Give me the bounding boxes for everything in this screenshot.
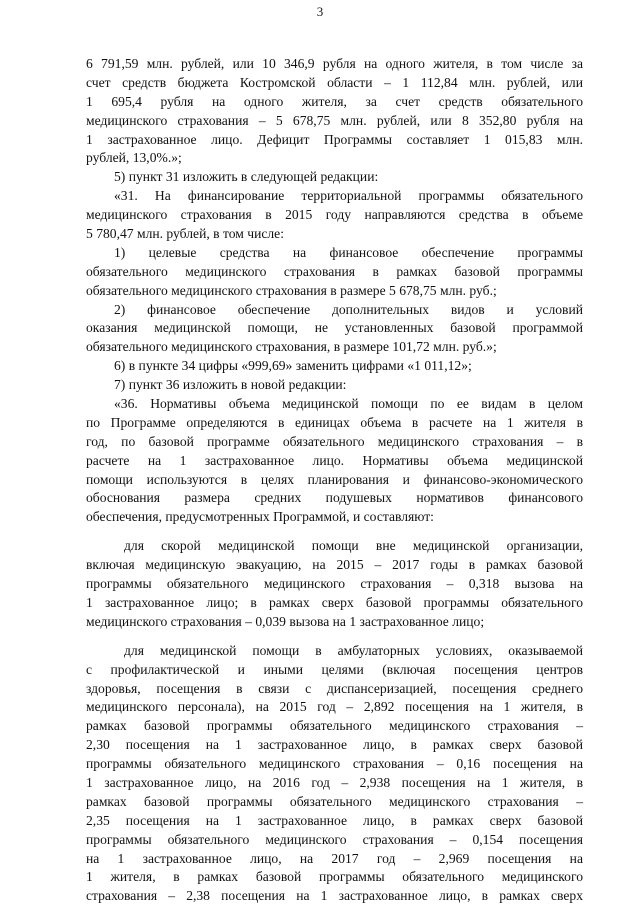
paragraph-subitem-2	[86, 301, 583, 358]
paragraph-clause-31	[86, 187, 583, 244]
text-line: рублей, 13,0%.»;	[86, 150, 182, 166]
text-line: 2) финансовое обеспечение дополнительных видов и условий	[114, 301, 583, 317]
paragraph-item-7	[86, 376, 583, 395]
text-line: 2,30 посещения на 1 застрахованное лицо, в рамках сверх базовой	[86, 737, 583, 753]
text-line: 2,35 посещения на 1 застрахованное лицо, в рамках сверх базовой	[86, 812, 583, 828]
text-line: обеспечения, предусмотренных Программой, и составляют:	[86, 509, 434, 525]
text-line: 1 695,4 рубля на одного жителя, за счет средств обязательного	[86, 93, 583, 109]
paragraph-subitem-1	[86, 244, 583, 301]
text-line: 6 791,59 млн. рублей, или 10 346,9 рубля на одного жителя, в том числе за	[86, 56, 583, 71]
text-line: 1) целевые средства на финансовое обеспечение программы	[114, 244, 583, 260]
text-line: год, по базовой программе обязательного медицинского страхования – в	[86, 433, 583, 449]
text-line: здоровья, посещения в связи с диспансеризацией, посещения среднего	[86, 680, 583, 696]
text-line: страхования – 2,38 посещения на 1 застрахованное лицо, в рамках сверх	[86, 888, 583, 904]
text-line: программы обязательного медицинского страхования – 0,154 посещения	[86, 831, 583, 847]
text-line: 1 застрахованное лицо; в рамках сверх базовой программы обязательного	[86, 594, 583, 610]
text-line: медицинского страхования – 5 678,75 млн. рублей, или 8 352,80 рубля на	[86, 112, 583, 128]
text-line: включая медицинскую эвакуацию, на 2015 – 2017 годы в рамках базовой	[86, 557, 583, 573]
text-line: обязательного медицинского страхования в рамках базовой программы	[86, 263, 583, 279]
text-line: программы обязательного медицинского страхования – 0,318 вызова на	[86, 576, 583, 592]
text-line: обоснования размера средних подушевых нормативов финансового	[86, 490, 583, 506]
text-line: медицинского страхования – 0,039 вызова на 1 застрахованное лицо;	[86, 613, 485, 629]
text-line: рамках базовой программы обязательного медицинского страхования –	[86, 793, 583, 809]
text-line: счет средств бюджета Костромской области – 1 112,84 млн. рублей, или	[86, 74, 583, 90]
text-line: для скорой медицинской помощи вне медицинской организации,	[124, 538, 583, 554]
document-body	[86, 55, 583, 906]
text-line: 1 жителя, в рамках базовой программы обязательного медицинского	[86, 869, 583, 885]
text-line: по Программе определяются в единицах объема в расчете на 1 жителя в	[86, 414, 583, 430]
text-line: помощи используются в целях планирования и финансово-экономического	[86, 471, 583, 487]
text-line: 7) пункт 36 изложить в новой редакции:	[114, 377, 347, 393]
text-line: «36. Нормативы объема медицинской помощи по ее видам в целом	[114, 396, 583, 412]
text-line: «31. На финансирование территориальной программы обязательного	[114, 188, 583, 204]
paragraph-ambulance-norms	[86, 537, 583, 631]
paragraph-budget-totals	[86, 55, 583, 168]
text-line: 5 780,47 млн. рублей, в том числе:	[86, 226, 284, 242]
paragraph-outpatient-norms	[86, 642, 583, 906]
text-line: для медицинской помощи в амбулаторных условиях, оказываемой	[124, 642, 583, 658]
text-line: медицинского страхования в 2015 году направляются средства в объеме	[86, 207, 583, 223]
text-line: медицинского персонала), на 2015 год – 2,892 посещения на 1 жителя, в	[86, 699, 583, 715]
paragraph-clause-36	[86, 395, 583, 527]
paragraph-item-5	[86, 168, 583, 187]
text-line: рамках базовой программы обязательного медицинского страхования –	[86, 718, 583, 734]
text-line: 6) в пункте 34 цифры «999,69» заменить цифрами «1 011,12»;	[114, 358, 472, 374]
page-number: 3	[316, 4, 324, 19]
text-line: обязательного медицинского страхования в размере 5 678,75 млн. руб.;	[86, 282, 497, 298]
text-line: 1 застрахованное лицо. Дефицит Программы составляет 1 015,83 млн.	[86, 131, 583, 147]
paragraph-item-6	[86, 357, 583, 376]
text-line: обязательного медицинского страхования, в размере 101,72 млн. руб.»;	[86, 339, 497, 355]
text-line: 1 застрахованное лицо, на 2016 год – 2,938 посещения на 1 жителя, в	[86, 774, 583, 790]
text-line: программы обязательного медицинского страхования – 0,16 посещения на	[86, 756, 583, 772]
text-line: расчете на 1 застрахованное лицо. Нормативы объема медицинской	[86, 452, 583, 468]
text-line: оказания медицинской помощи, не установленных базовой программой	[86, 320, 583, 336]
text-line: на 1 застрахованное лицо, на 2017 год – 2,969 посещения на	[86, 850, 583, 866]
text-line: 5) пункт 31 изложить в следующей редакции:	[114, 169, 379, 185]
text-line: с профилактической и иными целями (включая посещения центров	[86, 661, 583, 677]
